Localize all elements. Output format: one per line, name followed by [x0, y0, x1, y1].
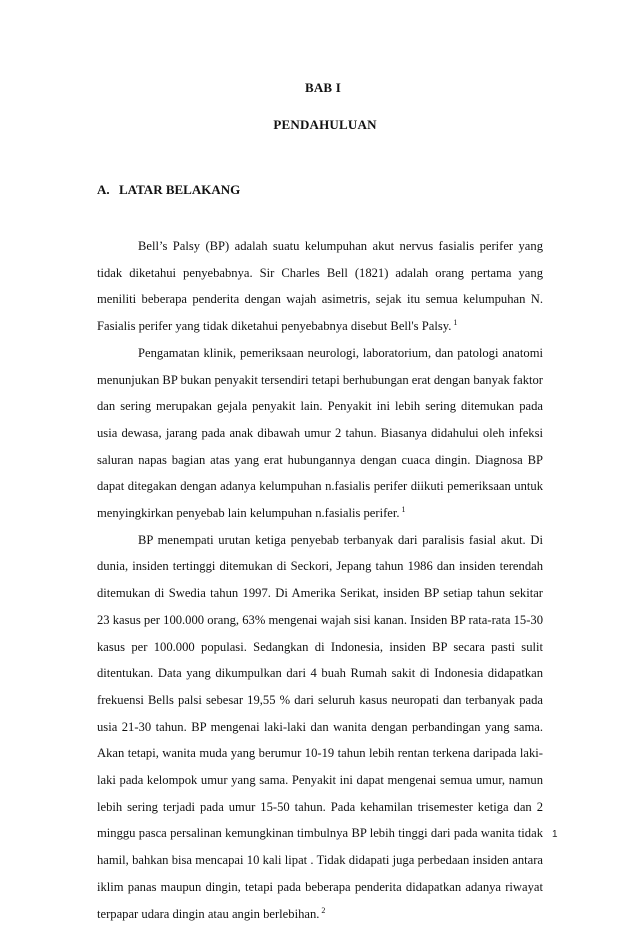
paragraph-text: Bell’s Palsy (BP) adalah suatu kelumpuhan akut nervus fasialis perifer yang tidak diketahui penyebabnya. Sir Charles Bell (1821) adalah orang pertama yang meniliti beberapa penderita dengan wajah asimetris, sejak itu semua kelumpuhan N. Fasialis perifer yang tidak diketahui penyebabnya disebut Bell's Palsy.: [97, 239, 543, 334]
reference-marker: 1: [453, 318, 458, 328]
paragraph-text: Pengamatan klinik, pemeriksaan neurologi, laboratorium, dan patologi anatomi menunjukan BP bukan penyakit tersendiri tetapi berhubungan erat dengan banyak faktor dan sering merupakan gejala penyakit lain. Penyakit ini lebih sering ditemukan pada usia dewasa, jarang pada anak dibawah umur 2 tahun. Biasanya didahului oleh infeksi saluran napas bagian atas yang erat hubungannya dengan cuaca dingin. Diagnosa BP dapat ditegakan dengan adanya kelumpuhan n.fasialis perifer diikuti pemeriksaan untuk menyingkirkan penyebab lain kelumpuhan n.fasialis perifer.: [97, 345, 543, 521]
paragraph: [97, 340, 543, 527]
paragraph: [97, 527, 543, 927]
section-title: LATAR BELAKANG: [119, 182, 241, 197]
reference-marker: 1: [401, 505, 406, 515]
paragraph: [97, 233, 543, 340]
paragraph-text: BP menempati urutan ketiga penyebab terbanyak dari paralisis fasial akut. Di dunia, insiden tertinggi ditemukan di Seckori, Jepang tahun 1986 dan insiden terendah ditemukan di Swedia tahun 1997. Di Amerika Serikat, insiden BP setiap tahun sekitar 23 kasus per 100.000 orang, 63% mengenai wajah sisi kanan. Insiden BP rata-rata 15-30 kasus per 100.000 populasi. Sedangkan di Indonesia, insiden BP secara pasti sulit ditentukan. Data yang dikumpulkan dari 4 buah Rumah sakit di Indonesia didapatkan frekuensi Bells palsi sebesar 19,55 % dari seluruh kasus neuropati dan terbanyak pada usia 21-30 tahun. BP mengenai laki-laki dan wanita dengan perbandingan yang sama. Akan tetapi, wanita muda yang berumur 10-19 tahun lebih rentan terkena daripada laki-laki pada kelompok umur yang sama. Penyakit ini dapat mengenai semua umur, namun lebih sering terjadi pada umur 15-50 tahun. Pada kehamilan trisemester ketiga dan 2 minggu pasca persalinan kemungkinan timbulnya BP lebih tinggi dari pada wanita tidak hamil, bahkan bisa mencapai 10 kali lipat . Tidak didapati juga perbedaan insiden antara iklim panas maupun dingin, tetapi pada beberapa penderita didapatkan adanya riwayat terpapar udara dingin atau angin berlebihan.: [97, 532, 543, 921]
body-text: [97, 233, 543, 927]
reference-marker: 2: [321, 905, 326, 915]
section-heading: [97, 182, 240, 198]
page-number: 1: [552, 829, 558, 840]
chapter-number: BAB I: [304, 80, 342, 95]
section-number: A.: [97, 182, 110, 197]
chapter-title: PENDAHULUAN: [273, 117, 377, 132]
